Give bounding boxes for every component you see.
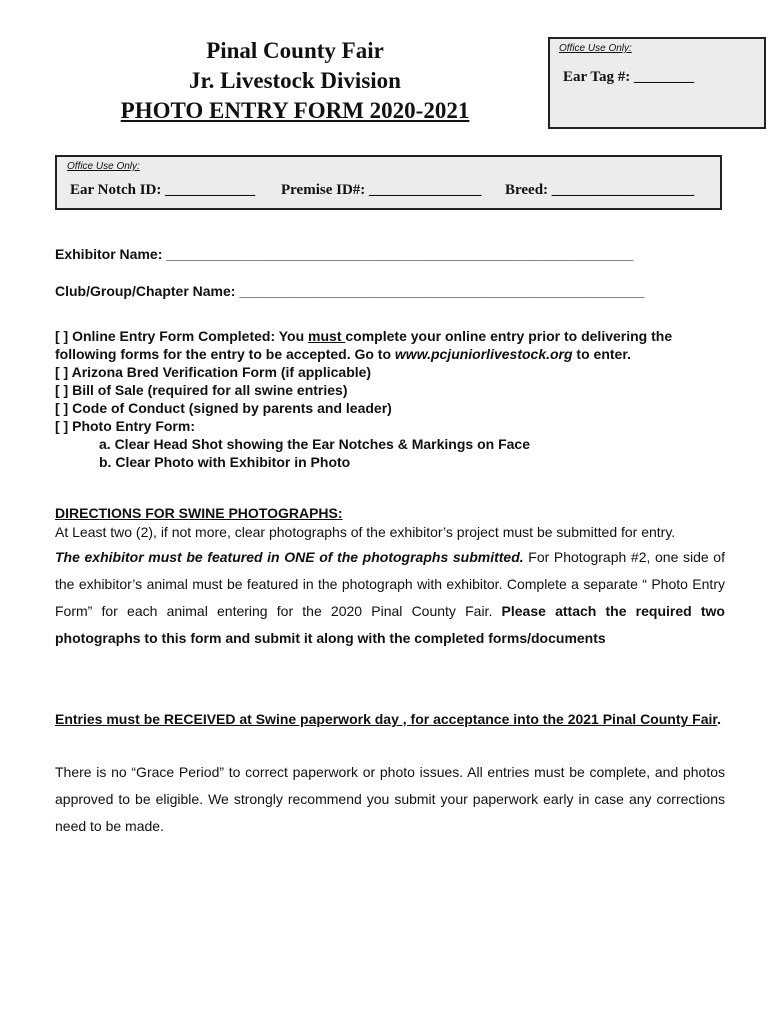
directions-paragraph-2: The exhibitor must be featured in ONE of the photographs submitted. For Photograph #2, one side of the exhibitor’s animal must be featured in the photograph with exhibitor. Complete a separate “ Photo Entry Form” for each animal entering for the 2020 Pinal County Fair. Please attach the required two photographs to this form and submit it along with the completed forms/documents (55, 549, 725, 646)
deadline-heading: Entries must be RECEIVED at Swine paperwork day , for acceptance into the 2021 Pinal County Fair. (55, 711, 721, 727)
checklist-item-code-of-conduct[interactable]: [ ] Code of Conduct (signed by parents and leader) (55, 400, 392, 416)
entry-checklist (55, 327, 730, 471)
premise-id-field[interactable]: Premise ID#: _______________ (281, 182, 482, 198)
office-use-id-box (55, 155, 722, 210)
ear-tag-field[interactable]: Ear Tag #: ________ (563, 69, 694, 85)
checklist-item-bill-of-sale[interactable]: [ ] Bill of Sale (required for all swine entries) (55, 382, 348, 398)
club-name-field[interactable]: Club/Group/Chapter Name: ____________________________________________________ (55, 283, 645, 299)
fair-name: Pinal County Fair (206, 38, 384, 63)
deadline-body: There is no “Grace Period” to correct paperwork or photo issues. All entries must be complete, and photos approved to be eligible. We strongly recommend you submit your paperwork early in case any corrections need to be made. (55, 764, 725, 834)
website-link[interactable]: www.pcjuniorlivestock.org (394, 346, 573, 362)
office-use-label: Office Use Only: (559, 43, 632, 54)
division-name: Jr. Livestock Division (189, 68, 401, 93)
form-name: PHOTO ENTRY FORM 2020-2021 (120, 98, 470, 123)
checklist-item-photo-entry[interactable]: [ ] Photo Entry Form: (55, 418, 195, 434)
exhibitor-name-field[interactable]: Exhibitor Name: ____________________________________________________________ (55, 246, 634, 262)
checklist-item-online-entry[interactable]: [ ] Online Entry Form Completed: You must complete your online entry prior to delivering the (55, 328, 673, 344)
directions-paragraph-1: At Least two (2), if not more, clear photographs of the exhibitor’s project must be submitted for entry. (55, 524, 676, 540)
directions-heading: DIRECTIONS FOR SWINE PHOTOGRAPHS: (55, 505, 343, 521)
checklist-item-online-entry-cont: following forms for the entry to be accepted. Go to www.pcjuniorlivestock.org to enter. (55, 346, 631, 362)
office-use-ear-tag-box (548, 37, 766, 129)
form-title-block (80, 36, 510, 126)
ear-notch-id-field[interactable]: Ear Notch ID: ____________ (70, 182, 256, 198)
photo-requirement-b: b. Clear Photo with Exhibitor in Photo (99, 454, 351, 470)
office-use-label: Office Use Only: (67, 161, 140, 172)
photo-requirement-a: a. Clear Head Shot showing the Ear Notches & Markings on Face (99, 436, 530, 452)
breed-field[interactable]: Breed: ___________________ (505, 182, 695, 198)
checklist-item-az-bred[interactable]: [ ] Arizona Bred Verification Form (if applicable) (55, 364, 372, 380)
